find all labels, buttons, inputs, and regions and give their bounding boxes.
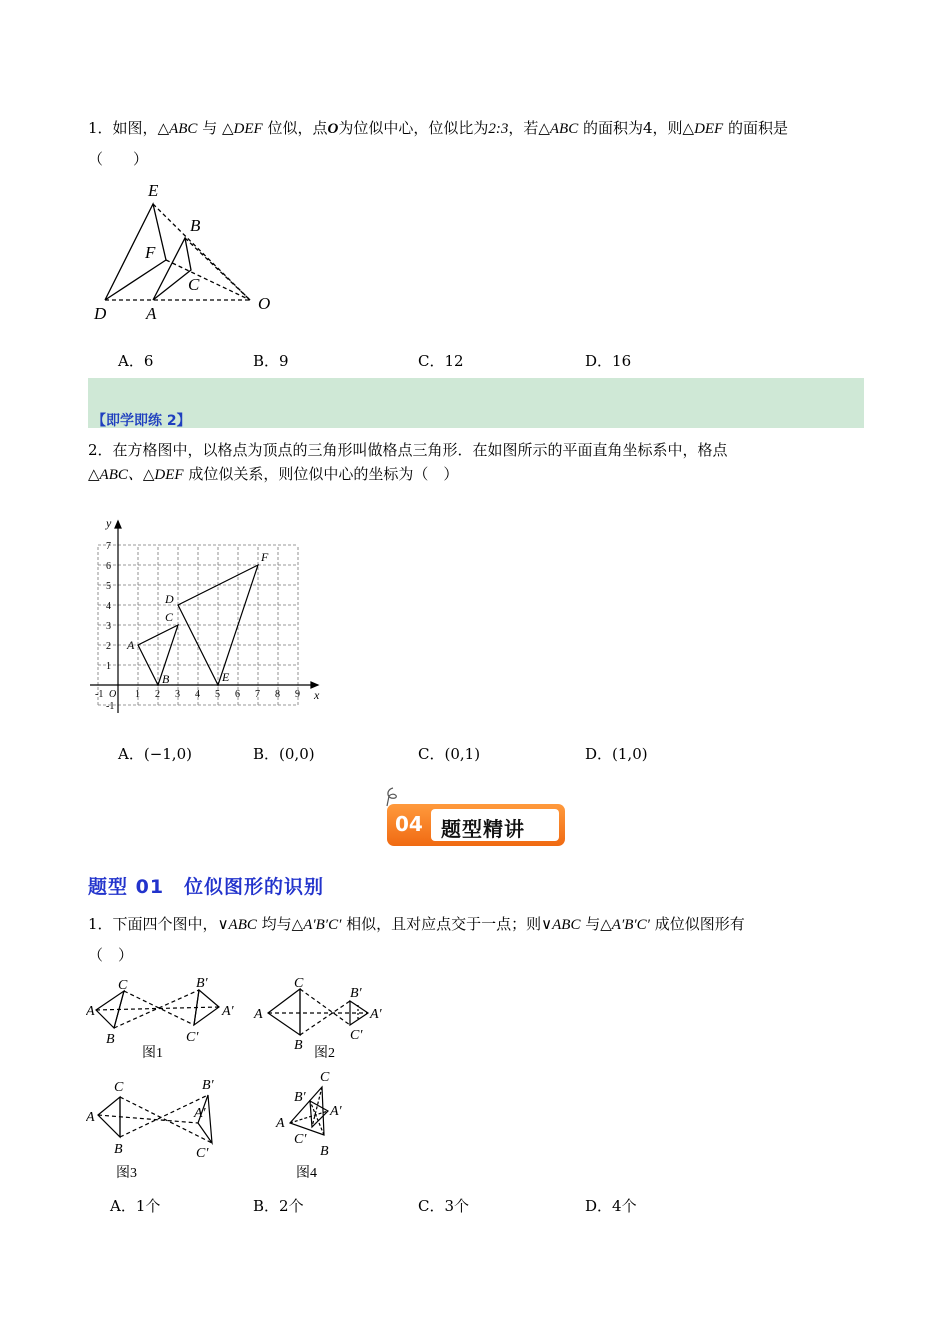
question-3-text: 1．下面四个图中，∨ABC 均与△A′B′C′ 相似，且对应点交于一点；则∨ABC 与△A′B′C′ 成位似图形有 [88, 915, 745, 933]
option-c[interactable]: C．12 [418, 352, 464, 370]
point-label-B: B [162, 672, 170, 686]
x-tick-label: 1 [135, 689, 140, 700]
svg-text:A′: A′ [330, 1104, 342, 1119]
svg-text:B: B [294, 1038, 303, 1053]
question-number: 1． [88, 119, 113, 137]
x-tick-label: 8 [275, 689, 280, 700]
x-tick-label: -1 [95, 689, 104, 700]
figure-1 [86, 975, 246, 1070]
badge-number: 04 [395, 812, 423, 836]
triangle-def [105, 204, 166, 300]
svg-text:A: A [276, 1116, 285, 1131]
option-a[interactable]: A．(−1,0) [118, 745, 192, 763]
option-d[interactable]: D．(1,0) [585, 745, 648, 763]
practice-banner [88, 378, 864, 428]
svg-text:A′: A′ [370, 1007, 382, 1022]
x-tick-label: 6 [235, 689, 240, 700]
svg-text:C′: C′ [294, 1132, 307, 1147]
svg-text:B′: B′ [350, 986, 362, 1001]
svg-text:A: A [86, 1004, 95, 1019]
label-D: D [94, 304, 107, 323]
svg-text:C: C [320, 1070, 330, 1085]
figure-caption: 图1 [142, 1046, 163, 1061]
x-tick-label: 3 [175, 689, 180, 700]
point-label-F: F [261, 550, 269, 564]
question-number: 1． [88, 915, 113, 933]
y-axis-label: y [106, 516, 112, 530]
point-label-E: E [222, 670, 230, 684]
y-tick-label: 6 [106, 561, 111, 572]
label-O: O [258, 294, 271, 313]
label-C: C [188, 275, 200, 294]
option-a[interactable]: A．1个 [110, 1197, 161, 1215]
question-2-text: 2．在方格图中，以格点为顶点的三角形叫做格点三角形．在如图所示的平面直角坐标系中，格点 △ABC、△DEF 成位似关系，则位似中心的坐标为（ ） [88, 441, 728, 483]
figure-2 [250, 975, 400, 1070]
y-tick-label: 1 [106, 661, 111, 672]
option-c[interactable]: C．3个 [418, 1197, 470, 1215]
y-tick-label: 4 [106, 601, 111, 612]
x-tick-label: 9 [295, 689, 300, 700]
option-b[interactable]: B．2个 [253, 1197, 304, 1215]
x-tick-label: 5 [215, 689, 220, 700]
point-label-C: C [165, 610, 174, 624]
option-b[interactable]: B．(0,0) [253, 745, 315, 763]
svg-text:C′: C′ [196, 1146, 209, 1161]
section-badge [387, 800, 565, 848]
svg-text:C: C [114, 1080, 124, 1095]
practice-banner-label: 【即学即练 2】 [92, 413, 191, 429]
badge-title: 题型精讲 [441, 817, 525, 841]
label-A: A [146, 304, 157, 323]
figure-caption: 图3 [116, 1166, 137, 1181]
section-title: 题型 01 位似图形的识别 [88, 876, 325, 898]
svg-text:C′: C′ [350, 1028, 363, 1043]
label-B: B [190, 216, 201, 235]
option-d[interactable]: D．16 [585, 352, 632, 370]
x-tick-label: 4 [195, 689, 200, 700]
svg-text:C′: C′ [186, 1030, 199, 1045]
svg-text:C: C [294, 976, 304, 991]
x-axis-label: x [314, 688, 320, 702]
figure-caption: 图4 [296, 1166, 317, 1181]
svg-text:B′: B′ [294, 1090, 306, 1105]
point-label-D: D [165, 592, 174, 606]
coordinate-grid-figure [88, 515, 338, 715]
point-label-A: A [127, 638, 135, 652]
label-E: E [148, 181, 159, 200]
figure-3 [86, 1075, 236, 1185]
svg-text:B′: B′ [202, 1078, 214, 1093]
svg-text:B: B [106, 1032, 115, 1047]
x-tick-label: 7 [255, 689, 260, 700]
svg-text:A: A [86, 1110, 95, 1125]
figure-caption: 图2 [314, 1046, 335, 1061]
origin-label: O [109, 689, 117, 700]
svg-text:B: B [114, 1142, 123, 1157]
label-F: F [145, 243, 156, 262]
option-b[interactable]: B．9 [253, 352, 289, 370]
option-d[interactable]: D．4个 [585, 1197, 637, 1215]
answer-paren: （ ） [88, 946, 134, 964]
question-1-text: 1．如图，△ABC 与 △DEF 位似，点O为位似中心，位似比为2:3，若△ABC 的面积为4，则△DEF 的面积是 [88, 119, 789, 137]
x-tick-label: 2 [155, 689, 160, 700]
y-axis-arrow [115, 521, 121, 528]
y-tick-label: 7 [106, 541, 111, 552]
answer-paren: （ ） [88, 150, 149, 168]
question-number: 2． [88, 441, 113, 459]
figure-q1 [88, 178, 288, 328]
option-c[interactable]: C．(0,1) [418, 745, 481, 763]
svg-text:B′: B′ [196, 976, 208, 991]
y-tick-label: 3 [106, 621, 111, 632]
svg-text:B: B [320, 1144, 329, 1159]
svg-text:A′: A′ [194, 1106, 206, 1121]
svg-text:C: C [118, 978, 128, 993]
svg-text:A: A [254, 1007, 263, 1022]
option-a[interactable]: A．6 [118, 352, 154, 370]
y-tick-label: 2 [106, 641, 111, 652]
y-tick-label: 5 [106, 581, 111, 592]
y-tick-label: -1 [106, 701, 115, 712]
svg-text:A′: A′ [222, 1004, 234, 1019]
figure-4 [272, 1065, 362, 1185]
